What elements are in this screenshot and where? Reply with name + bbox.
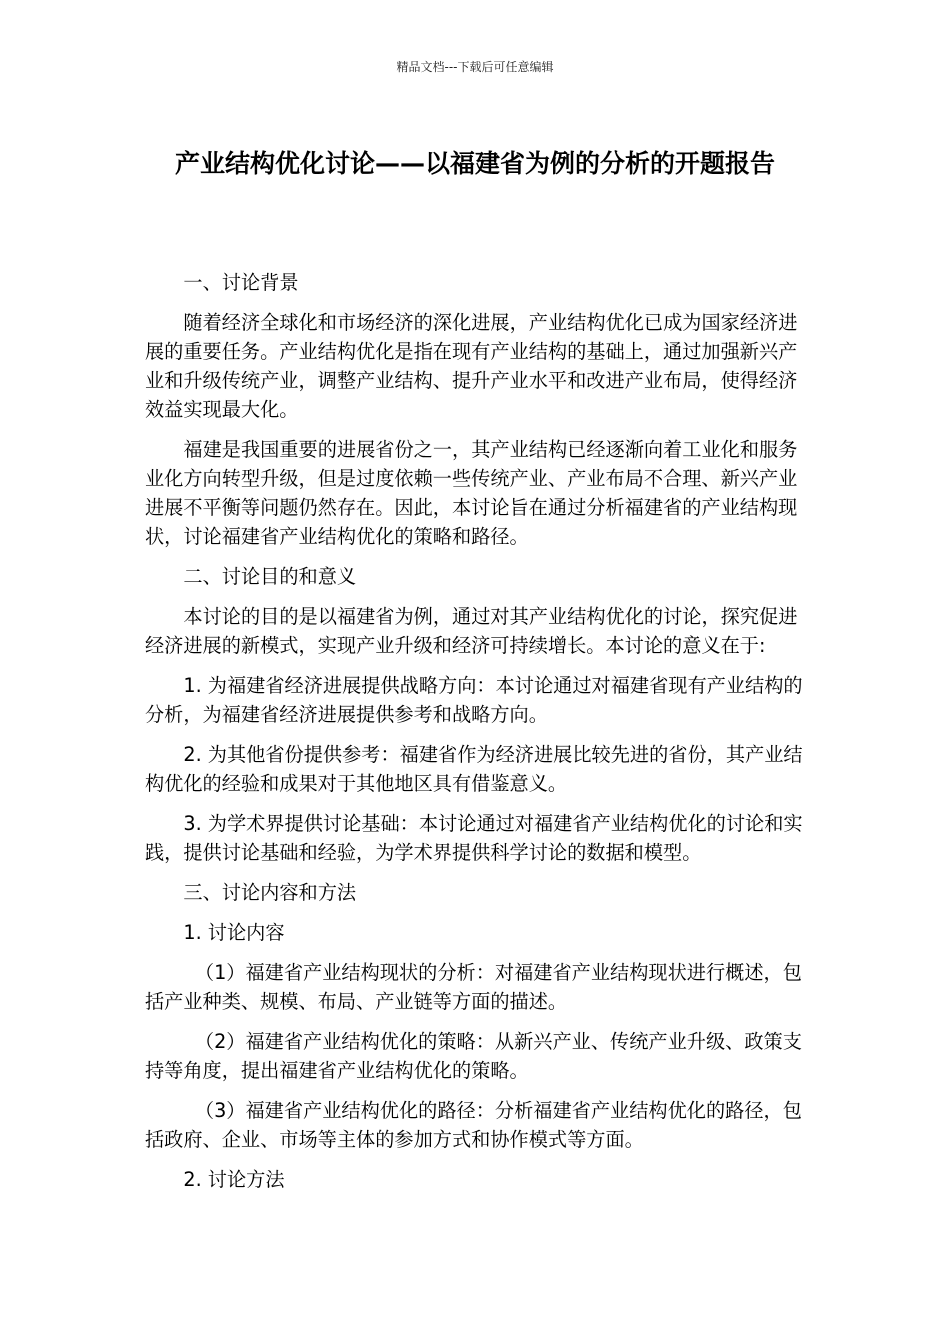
paragraph: 随着经济全球化和市场经济的深化进展，产业结构优化已成为国家经济进展的重要任务。产业结构优化是指在现有产业结构的基础上，通过加强新兴产业和升级传统产业，调整产业结构、提升产业水平和改进产业布局，使得经济效益实现最大化。 [145,311,798,421]
subsection-heading: 2. 讨论方法 [183,1168,285,1191]
list-item: 1. 为福建省经济进展提供战略方向：本讨论通过对福建省现有产业结构的分析，为福建省经济进展提供参考和战略方向。 [145,674,803,726]
list-item: 3. 为学术界提供讨论基础：本讨论通过对福建省产业结构优化的讨论和实践，提供讨论基础和经验，为学术界提供科学讨论的数据和模型。 [145,812,803,864]
paragraph: 福建是我国重要的进展省份之一，其产业结构已经逐渐向着工业化和服务业化方向转型升级，但是过度依赖一些传统产业、产业布局不合理、新兴产业进展不平衡等问题仍然存在。因此，本讨论旨在通过分析福建省的产业结构现状，讨论福建省产业结构优化的策略和路径。 [145,438,798,548]
list-item: （2）福建省产业结构优化的策略：从新兴产业、传统产业升级、政策支持等角度，提出福建省产业结构优化的策略。 [145,1030,802,1082]
subsection-heading: 1. 讨论内容 [183,921,285,944]
list-item: （1）福建省产业结构现状的分析：对福建省产业结构现状进行概述，包括产业种类、规模、布局、产业链等方面的描述。 [145,961,802,1013]
list-item: 2. 为其他省份提供参考：福建省作为经济进展比较先进的省份，其产业结构优化的经验和成果对于其他地区具有借鉴意义。 [145,743,803,795]
list-item: （3）福建省产业结构优化的路径：分析福建省产业结构优化的路径，包括政府、企业、市场等主体的参加方式和协作模式等方面。 [145,1099,802,1151]
section-heading-purpose: 二、讨论目的和意义 [183,565,357,588]
section-heading-background: 一、讨论背景 [183,271,299,294]
section-heading-content-method: 三、讨论内容和方法 [183,881,357,904]
header-note: 精品文档---下载后可任意编辑 [396,60,554,74]
document-body [145,268,807,1205]
document-title: 产业结构优化讨论——以福建省为例的分析的开题报告 [174,149,775,178]
paragraph: 本讨论的目的是以福建省为例，通过对其产业结构优化的讨论，探究促进经济进展的新模式，实现产业升级和经济可持续增长。本讨论的意义在于: [145,605,798,657]
